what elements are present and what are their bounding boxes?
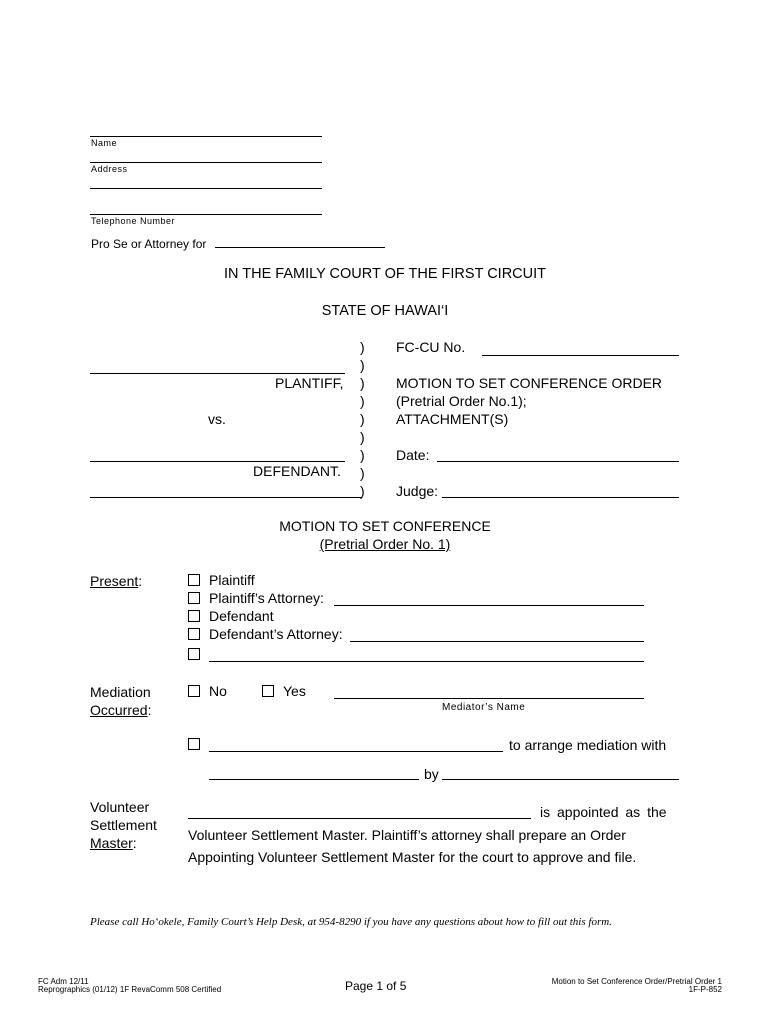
pro-se-line[interactable]: [215, 247, 385, 248]
mediation-by-text: by: [424, 766, 439, 782]
mediation-by-line[interactable]: [442, 779, 679, 780]
help-desk-note: Please call Ho‘okele, Family Court’s Help Desk, at 954-8290 if you have any questions about how to fill out this form.: [90, 916, 612, 928]
volunteer-body-line-3: Appointing Volunteer Settlement Master for the court to approve and file.: [188, 849, 637, 865]
caption-paren: ): [360, 393, 365, 409]
present-label-text: Present: [90, 573, 139, 589]
caption-paren: ): [360, 447, 365, 463]
mediator-name-caption: Mediator’s Name: [442, 702, 526, 713]
court-title: IN THE FAMILY COURT OF THE FIRST CIRCUIT: [224, 266, 546, 282]
volunteer-body-line-2: Volunteer Settlement Master. Plaintiff’s attorney shall prepare an Order: [188, 827, 626, 843]
name-line[interactable]: [90, 136, 322, 137]
doc-title-line-3: ATTACHMENT(S): [396, 411, 509, 427]
other-present-checkbox[interactable]: [188, 648, 200, 660]
mediation-label-line-2-text: Occurred: [90, 702, 148, 718]
defendant-name-line[interactable]: [90, 461, 345, 462]
defendant-attorney-checkbox[interactable]: [188, 628, 200, 640]
vs-label: vs.: [208, 411, 226, 427]
settlement-master-line[interactable]: [188, 818, 531, 819]
caption-paren: ): [360, 357, 365, 373]
case-number-label: FC-CU No.: [396, 339, 466, 355]
address-line[interactable]: [90, 162, 322, 163]
defendant-option-label: Defendant: [209, 608, 274, 624]
doc-name-line-2: 1F-P-852: [688, 985, 722, 994]
motion-title: MOTION TO SET CONFERENCE: [279, 518, 491, 534]
mediation-label-line-2: [90, 702, 151, 718]
telephone-line[interactable]: [90, 214, 322, 215]
date-label: Date:: [396, 447, 430, 463]
volunteer-appointed-text: is appointed as the: [540, 804, 667, 820]
caption-paren: ): [360, 339, 365, 355]
present-label: [90, 573, 142, 589]
mediation-label-line-1: Mediation: [90, 684, 151, 700]
volunteer-label-line-3-text: Master: [90, 835, 133, 851]
mediation-no-label: No: [209, 683, 227, 699]
defendant-attorney-option-label: Defendant’s Attorney:: [209, 626, 343, 642]
arrange-mediation-line[interactable]: [209, 751, 503, 752]
volunteer-label-line-1: Volunteer: [90, 799, 150, 815]
judge-label: Judge:: [396, 483, 439, 499]
doc-title-line-1: MOTION TO SET CONFERENCE ORDER: [396, 375, 663, 391]
motion-subtitle: (Pretrial Order No. 1): [319, 536, 451, 552]
telephone-label: Telephone Number: [91, 216, 176, 226]
mediator-name-line[interactable]: [334, 698, 644, 699]
plaintiff-label: PLANTIFF,: [275, 375, 344, 391]
pro-se-label: Pro Se or Attorney for: [91, 237, 207, 251]
volunteer-label-line-3: [90, 835, 137, 851]
mediation-no-checkbox[interactable]: [188, 685, 200, 697]
mediation-yes-label: Yes: [283, 683, 306, 699]
volunteer-label-line-2: Settlement: [90, 817, 157, 833]
present-label-colon: :: [138, 573, 143, 589]
defendant-label: DEFENDANT.: [253, 463, 341, 479]
form-id-line-1: FC Adm 12/11: [38, 977, 89, 986]
defendant-checkbox[interactable]: [188, 610, 200, 622]
court-state: STATE OF HAWAI‘I: [321, 303, 449, 319]
volunteer-label-colon: :: [132, 835, 137, 851]
caption-paren: ): [360, 411, 365, 427]
caption-paren: ): [360, 429, 365, 445]
mediation-label-colon: :: [147, 702, 152, 718]
mediation-yes-checkbox[interactable]: [262, 685, 274, 697]
plaintiff-checkbox[interactable]: [188, 574, 200, 586]
plaintiff-attorney-option-label: Plaintiff’s Attorney:: [209, 590, 324, 606]
arrange-mediation-text: to arrange mediation with: [509, 737, 667, 753]
page-number: Page 1 of 5: [345, 979, 407, 993]
name-label: Name: [91, 138, 118, 148]
arrange-mediation-checkbox[interactable]: [188, 738, 200, 750]
mediation-with-line[interactable]: [209, 779, 419, 780]
date-line[interactable]: [437, 461, 679, 462]
doc-title-line-2: (Pretrial Order No.1);: [396, 393, 527, 409]
address-line-2[interactable]: [90, 188, 322, 189]
address-label: Address: [91, 164, 128, 174]
case-number-line[interactable]: [482, 355, 679, 356]
plaintiff-attorney-checkbox[interactable]: [188, 592, 200, 604]
caption-paren: ): [360, 375, 365, 391]
defendant-attorney-line[interactable]: [350, 641, 644, 642]
judge-line[interactable]: [442, 497, 679, 498]
other-present-line[interactable]: [209, 661, 644, 662]
plaintiff-name-line[interactable]: [90, 373, 345, 374]
doc-name-line-1: Motion to Set Conference Order/Pretrial Order 1: [551, 977, 722, 986]
plaintiff-attorney-line[interactable]: [334, 605, 644, 606]
defendant-name-line-2[interactable]: [90, 497, 362, 498]
form-id-line-2: Reprographics (01/12) 1F RevaComm 508 Certified: [38, 985, 222, 994]
caption-paren: ): [360, 465, 365, 481]
plaintiff-option-label: Plaintiff: [209, 572, 255, 588]
caption-paren: ): [360, 483, 365, 499]
